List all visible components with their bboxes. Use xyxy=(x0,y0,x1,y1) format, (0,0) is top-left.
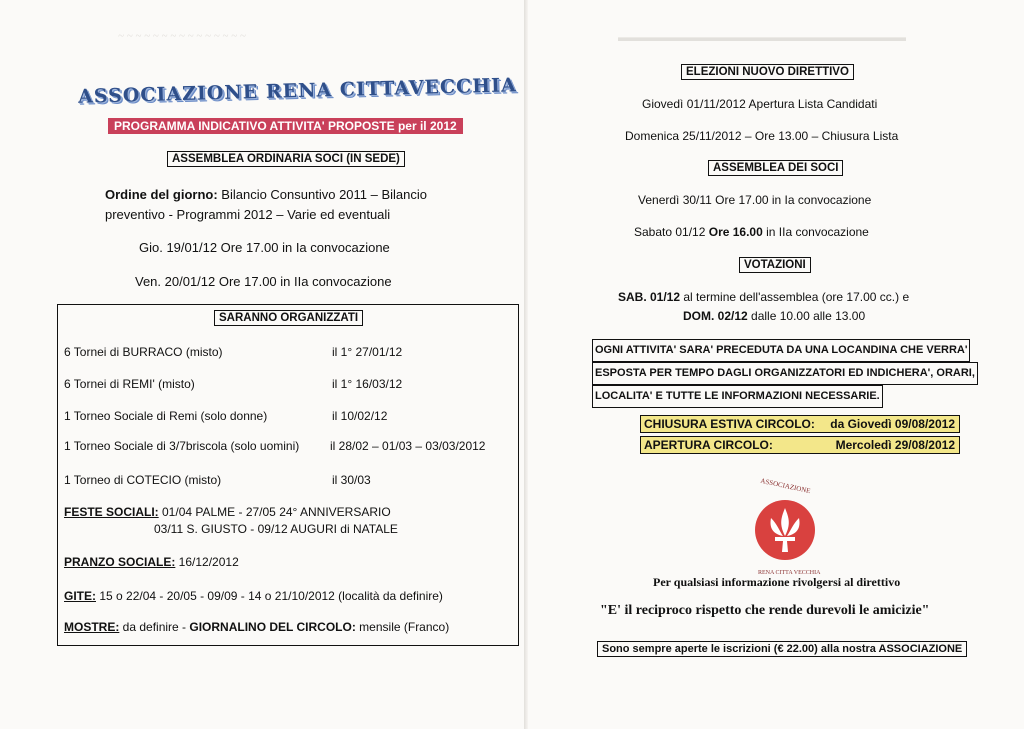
organized-events-box xyxy=(57,304,519,646)
membership-notice: Sono sempre aperte le iscrizioni (€ 22.00) alla nostra ASSOCIAZIONE xyxy=(597,641,967,657)
right-page xyxy=(528,0,1024,729)
members-assembly-heading: ASSEMBLEA DEI SOCI xyxy=(708,160,843,176)
voting-heading: VOTAZIONI xyxy=(739,257,811,273)
program-subtitle: PROGRAMMA INDICATIVO ATTIVITA' PROPOSTE per il 2012 xyxy=(108,118,463,134)
pranzo-line xyxy=(64,555,239,569)
notice-line: OGNI ATTIVITA' SARA' PRECEDUTA DA UNA LOCANDINA CHE VERRA' xyxy=(592,339,970,362)
assembly-date-2: Ven. 20/01/12 Ore 17.00 in IIa convocazione xyxy=(135,274,392,289)
info-line: Per qualsiasi informazione rivolgersi al direttivo xyxy=(653,575,901,589)
elections-heading: ELEZIONI NUOVO DIRETTIVO xyxy=(681,64,854,80)
assembly-date-1: Gio. 19/01/12 Ore 17.00 in Ia convocazione xyxy=(139,240,390,255)
feste-label: FESTE SOCIALI: xyxy=(64,505,159,519)
elections-line-2: Domenica 25/11/2012 – Ore 13.00 – Chiusura Lista xyxy=(625,129,899,143)
giornalino-value: mensile (Franco) xyxy=(355,620,450,634)
logo-text-top: ASSOCIAZIONE xyxy=(759,476,812,496)
assembly-convocation: in IIa convocazione xyxy=(762,225,869,239)
summer-closure-label: CHIUSURA ESTIVA CIRCOLO: xyxy=(644,417,815,431)
event-name: 1 Torneo Sociale di Remi (solo donne) xyxy=(64,409,268,423)
event-name: 1 Torneo Sociale di 3/7briscola (solo uomini) xyxy=(64,439,300,453)
event-name: 6 Tornei di REMI' (misto) xyxy=(64,377,195,391)
event-date: il 30/03 xyxy=(332,473,371,487)
agenda-label: Ordine del giorno: xyxy=(105,187,218,202)
voting-line-1 xyxy=(618,290,909,304)
gite-label: GITE: xyxy=(64,589,96,603)
event-date: il 10/02/12 xyxy=(332,409,388,423)
voting-detail-1: al termine dell'assemblea (ore 17.00 cc.) e xyxy=(680,290,910,304)
organized-heading: SARANNO ORGANIZZATI xyxy=(214,310,363,326)
elections-line-1: Giovedì 01/11/2012 Apertura Lista Candidati xyxy=(642,97,878,111)
mostre-value: da definire - xyxy=(119,620,190,634)
voting-line-2 xyxy=(683,309,865,323)
gite-line xyxy=(64,589,443,603)
reopening-date: Mercoledì 29/08/2012 xyxy=(835,438,955,452)
agenda-line-2: preventivo - Programmi 2012 – Varie ed eventuali xyxy=(105,207,391,222)
mostre-label: MOSTRE: xyxy=(64,620,120,634)
members-assembly-line-2 xyxy=(634,225,869,239)
gite-dates: 15 o 22/04 - 20/05 - 09/09 - 14 o 21/10/2012 (località da definire) xyxy=(96,589,443,603)
agenda-text: Bilancio Consuntivo 2011 – Bilancio xyxy=(217,187,428,202)
event-date: il 1° 27/01/12 xyxy=(332,345,403,359)
bleed-through-text: ▬▬▬▬▬▬▬▬▬▬▬▬▬▬▬▬▬▬▬▬▬▬▬▬ xyxy=(618,30,906,44)
members-assembly-line-1: Venerdì 30/11 Ore 17.00 in Ia convocazione xyxy=(638,193,872,207)
summer-closure-date: da Giovedì 09/08/2012 xyxy=(830,417,955,431)
association-title: ASSOCIAZIONE RENA CITTAVECCHIA xyxy=(77,74,518,108)
assembly-day: Sabato 01/12 xyxy=(634,225,709,239)
notice-block xyxy=(592,339,978,408)
pranzo-label: PRANZO SOCIALE: xyxy=(64,555,176,569)
reopening-line xyxy=(640,436,960,454)
voting-day-2: DOM. 02/12 xyxy=(683,309,748,323)
mostre-line xyxy=(64,620,449,634)
bleed-through-text: ~ ~ ~ ~ ~ ~ ~ ~ ~ ~ ~ ~ ~ ~ ~ xyxy=(118,30,246,42)
notice-line: ESPOSTA PER TEMPO DAGLI ORGANIZZATORI ED INDICHERA', ORARI, xyxy=(592,362,978,385)
feste-line-1 xyxy=(64,505,391,519)
event-date: il 1° 16/03/12 xyxy=(332,377,403,391)
association-logo xyxy=(743,488,827,572)
agenda-line-1 xyxy=(105,187,427,202)
event-name: 1 Torneo di COTECIO (misto) xyxy=(64,473,222,487)
assembly-time: Ore 16.00 xyxy=(708,225,763,239)
notice-line: LOCALITA' E TUTTE LE INFORMAZIONI NECESSARIE. xyxy=(592,385,883,408)
feste-line-2: 03/11 S. GIUSTO - 09/12 AUGURI di NATALE xyxy=(154,522,398,536)
event-date: il 28/02 – 01/03 – 03/03/2012 xyxy=(330,439,486,453)
motto-quote: "E' il reciproco rispetto che rende durevoli le amicizie" xyxy=(600,603,930,618)
logo-text-bottom: RENA CITTA VECCHIA xyxy=(758,570,821,576)
voting-day-1: SAB. 01/12 xyxy=(618,290,681,304)
reopening-label: APERTURA CIRCOLO: xyxy=(644,438,773,452)
feste-dates-1: 01/04 PALME - 27/05 24° ANNIVERSARIO xyxy=(158,505,391,519)
voting-detail-2: dalle 10.00 alle 13.00 xyxy=(747,309,866,323)
assembly-heading: ASSEMBLEA ORDINARIA SOCI (IN SEDE) xyxy=(167,151,405,167)
pranzo-date: 16/12/2012 xyxy=(175,555,239,569)
summer-closure-line xyxy=(640,415,960,433)
giornalino-label: GIORNALINO DEL CIRCOLO: xyxy=(189,620,356,634)
event-name: 6 Tornei di BURRACO (misto) xyxy=(64,345,223,359)
